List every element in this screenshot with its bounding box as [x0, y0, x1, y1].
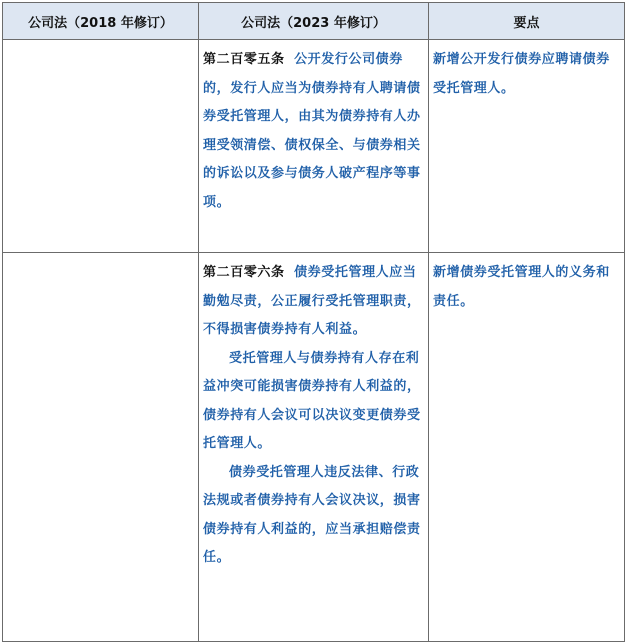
table-row: [3, 253, 625, 642]
table-row: [3, 40, 625, 253]
article-paragraph: 公开发行公司债券的，发行人应当为债券持有人聘请债券受托管理人，由其为债券持有人办理受领清偿、债权保全、与债券相关的诉讼以及参与债务人破产程序等事项。: [203, 52, 421, 210]
article-paragraph: 受托管理人与债券持有人存在利益冲突可能损害债券持有人利益的，债券持有人会议可以决议变更债券受托管理人。: [203, 350, 421, 451]
article-paragraph: 债券受托管理人应当勤勉尽责，公正履行受托管理职责，不得损害债券持有人利益。: [203, 265, 421, 337]
header-row: [3, 3, 625, 40]
article-title: 第二百零五条: [203, 52, 285, 67]
article-title: 第二百零六条: [203, 265, 285, 280]
article-text: [199, 253, 428, 575]
old-law-cell: [3, 253, 199, 642]
article-text: [199, 40, 428, 219]
key-point-text: 新增债券受托管理人的义务和责任。: [433, 265, 610, 309]
key-point-cell: [429, 253, 625, 642]
new-law-cell: [199, 253, 429, 642]
article-paragraph: 债券受托管理人违反法律、行政法规或者债券持有人会议决议，损害债券持有人利益的，应当承担赔偿责任。: [203, 464, 421, 565]
old-law-text: [3, 40, 198, 48]
old-law-text: [3, 253, 198, 261]
header-old-law: 公司法（2018 年修订）: [3, 3, 199, 40]
new-law-cell: [199, 40, 429, 253]
header-key-points: 要点: [429, 3, 625, 40]
header-new-law: 公司法（2023 年修订）: [199, 3, 429, 40]
key-point-cell: [429, 40, 625, 253]
key-point-text: 新增公开发行债券应聘请债券受托管理人。: [433, 52, 610, 96]
comparison-table: [2, 2, 625, 642]
old-law-cell: [3, 40, 199, 253]
